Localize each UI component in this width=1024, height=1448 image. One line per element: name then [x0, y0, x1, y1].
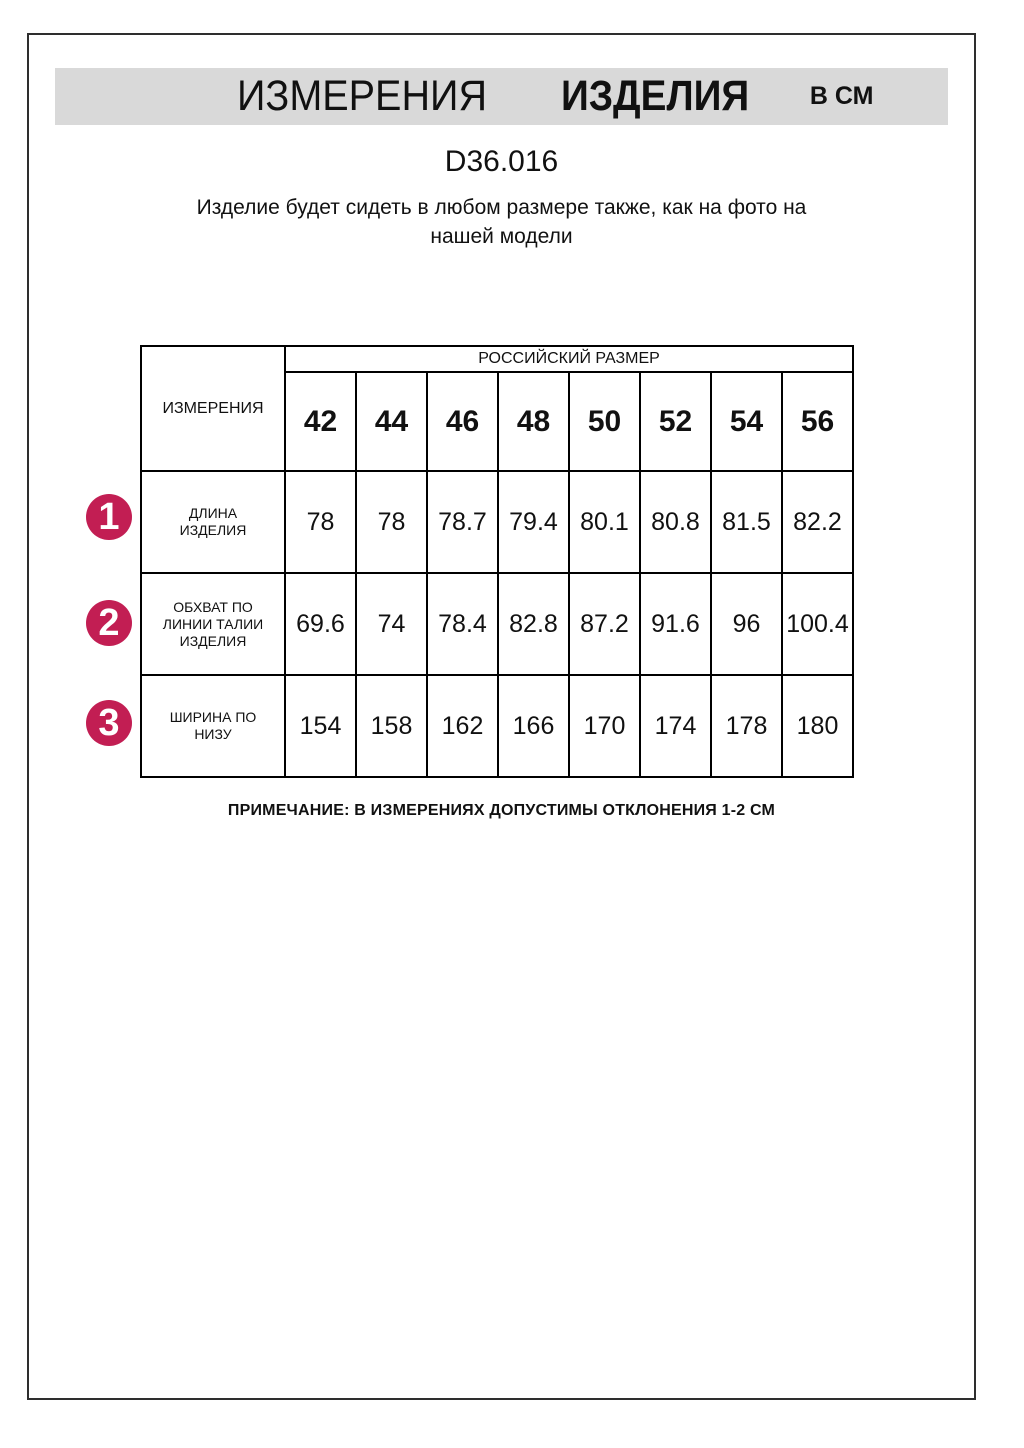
row-marker-2: 2 — [86, 600, 132, 646]
row-marker-3: 3 — [86, 700, 132, 746]
measurement-label: ШИРИНА ПО НИЗУ — [141, 675, 285, 777]
description-line-1: Изделие будет сидеть в любом размере также, как на фото на — [196, 196, 807, 219]
product-description — [29, 193, 974, 251]
measurement-value: 78 — [356, 471, 427, 573]
measurement-value: 80.1 — [569, 471, 640, 573]
size-col-56: 56 — [782, 372, 853, 471]
measurement-value: 74 — [356, 573, 427, 675]
size-table — [140, 345, 854, 778]
measurement-label: ОБХВАТ ПО ЛИНИИ ТАЛИИ ИЗДЕЛИЯ — [141, 573, 285, 675]
measurement-value: 69.6 — [285, 573, 356, 675]
table-row-bottom-width — [141, 675, 853, 777]
header-band — [55, 68, 948, 125]
table-row-waist — [141, 573, 853, 675]
page-border — [27, 33, 976, 1400]
size-group-header: РОССИЙСКИЙ РАЗМЕР — [285, 346, 853, 372]
measurement-value: 178 — [711, 675, 782, 777]
measurement-label: ДЛИНА ИЗДЕЛИЯ — [141, 471, 285, 573]
measurement-value: 174 — [640, 675, 711, 777]
measurement-value: 96 — [711, 573, 782, 675]
title-units: В СМ — [809, 82, 874, 110]
measurement-value: 81.5 — [711, 471, 782, 573]
measurement-value: 80.8 — [640, 471, 711, 573]
table-header-row-group — [141, 346, 853, 372]
measurement-value: 78 — [285, 471, 356, 573]
size-col-46: 46 — [427, 372, 498, 471]
note-text: ПРИМЕЧАНИЕ: В ИЗМЕРЕНИЯХ ДОПУСТИМЫ ОТКЛОНЕНИЯ 1-2 СМ — [227, 802, 776, 819]
measurement-value: 158 — [356, 675, 427, 777]
title-measurements: ИЗМЕРЕНИЯ — [237, 72, 488, 120]
size-col-44: 44 — [356, 372, 427, 471]
row-marker-1: 1 — [86, 494, 132, 540]
measurement-value: 82.8 — [498, 573, 569, 675]
measurement-value: 87.2 — [569, 573, 640, 675]
size-col-54: 54 — [711, 372, 782, 471]
measurement-value: 82.2 — [782, 471, 853, 573]
measurement-value: 170 — [569, 675, 640, 777]
measurement-value: 162 — [427, 675, 498, 777]
measurement-value: 78.7 — [427, 471, 498, 573]
size-col-42: 42 — [285, 372, 356, 471]
measurement-value: 78.4 — [427, 573, 498, 675]
measurement-value: 91.6 — [640, 573, 711, 675]
measurement-value: 166 — [498, 675, 569, 777]
title-product: ИЗДЕЛИЯ — [560, 72, 750, 120]
product-code: D36.016 — [444, 145, 559, 178]
size-col-48: 48 — [498, 372, 569, 471]
measurement-value: 180 — [782, 675, 853, 777]
description-line-2: нашей модели — [430, 225, 573, 248]
measurement-value: 154 — [285, 675, 356, 777]
size-col-52: 52 — [640, 372, 711, 471]
table-row-length — [141, 471, 853, 573]
measurement-value: 100.4 — [782, 573, 853, 675]
measure-column-header: ИЗМЕРЕНИЯ — [141, 346, 285, 471]
size-table-container — [140, 345, 854, 778]
measurement-value: 79.4 — [498, 471, 569, 573]
size-col-50: 50 — [569, 372, 640, 471]
